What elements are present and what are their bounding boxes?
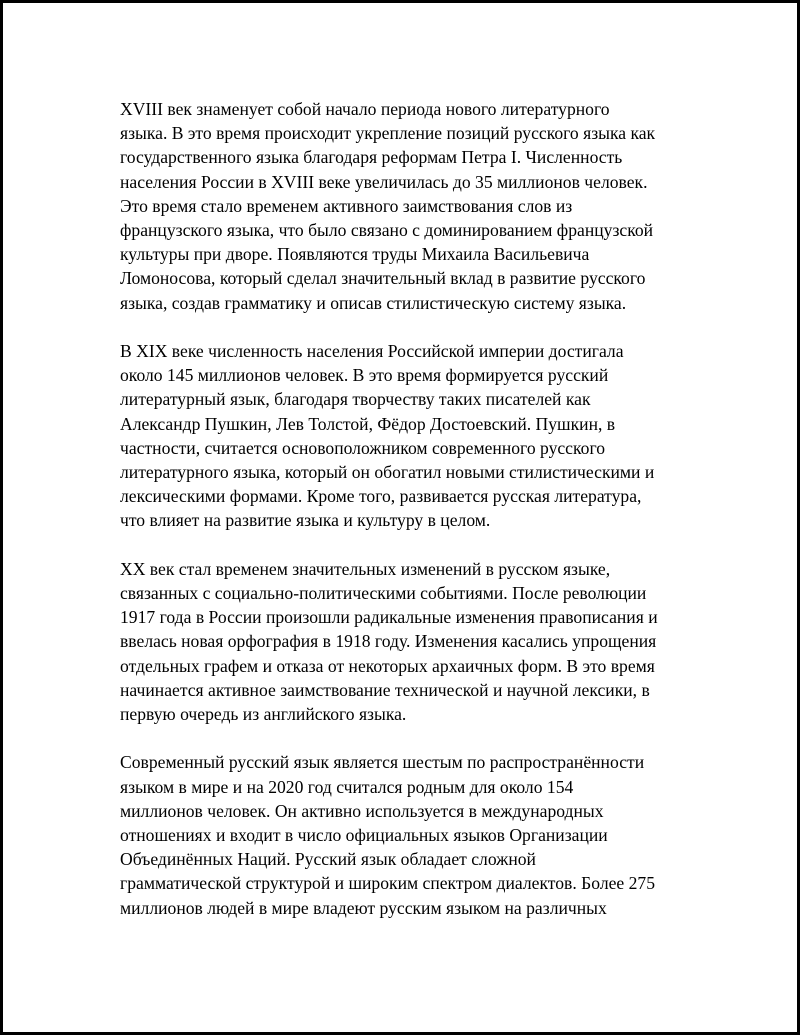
text-line: населения России в XVIII веке увеличилась до 35 миллионов человек. [120,171,648,192]
paragraph-19th-century [120,339,720,533]
text-line: языка. В это время происходит укрепление позиций русского языка как [120,123,656,144]
text-line: государственного языка благодаря реформам Петра I. Численность [120,147,623,168]
text-line: отношениях и входит в число официальных языков Организации [120,825,608,846]
text-line: связанных с социально-политическими событиями. После революции [120,583,647,604]
paragraph-modern-russian [120,750,720,919]
text-line: Александр Пушкин, Лев Толстой, Фёдор Достоевский. Пушкин, в [120,413,616,434]
text-line: культуры при дворе. Появляются труды Михаила Васильевича [120,244,590,265]
text-line: литературного языка, который он обогатил новыми стилистическими и [120,462,655,483]
text-line: XX век стал временем значительных изменений в русском языке, [120,558,611,579]
text-line: миллионов человек. Он активно используется в международных [120,800,604,821]
paragraph-18th-century [120,97,720,315]
text-line: Ломоносова, который сделал значительный вклад в развитие русского [120,268,646,289]
text-line: ввелась новая орфография в 1918 году. Изменения касались упрощения [120,631,657,652]
text-line: французского языка, что было связано с доминированием французской [120,220,654,241]
text-line: начинается активное заимствование технической и научной лексики, в [120,679,650,700]
text-line: лексическими формами. Кроме того, развивается русская литература, [120,486,642,507]
text-line: 1917 года в России произошли радикальные изменения правописания и [120,607,658,628]
text-line: миллионов людей в мире владеют русским языком на различных [120,897,607,918]
text-line: литературный язык, благодаря творчеству таких писателей как [120,389,591,410]
text-line: около 145 миллионов человек. В это время формируется русский [120,365,609,386]
text-line: языком в мире и на 2020 год считался родным для около 154 [120,776,574,797]
text-line: Объединённых Наций. Русский язык обладает сложной [120,849,536,870]
text-line: XVIII век знаменует собой начало периода нового литературного [120,99,610,119]
text-line: что влияет на развитие языка и культуру в целом. [120,510,491,531]
text-line: В XIX веке численность населения Российской империи достигала [120,341,624,362]
text-line: Современный русский язык является шестым по распространённости [120,752,645,773]
text-line: первую очередь из английского языка. [120,704,407,725]
text-line: языка, создав грамматику и описав стилистическую систему языка. [120,292,627,313]
paragraph-20th-century [120,557,720,726]
text-line: грамматической структурой и широким спектром диалектов. Более 275 [120,873,656,894]
text-line: частности, считается основоположником современного русского [120,437,606,458]
text-line: отдельных графем и отказа от некоторых архаичных форм. В это время [120,655,655,676]
text-line: Это время стало временем активного заимствования слов из [120,195,573,216]
document-body [120,97,720,944]
